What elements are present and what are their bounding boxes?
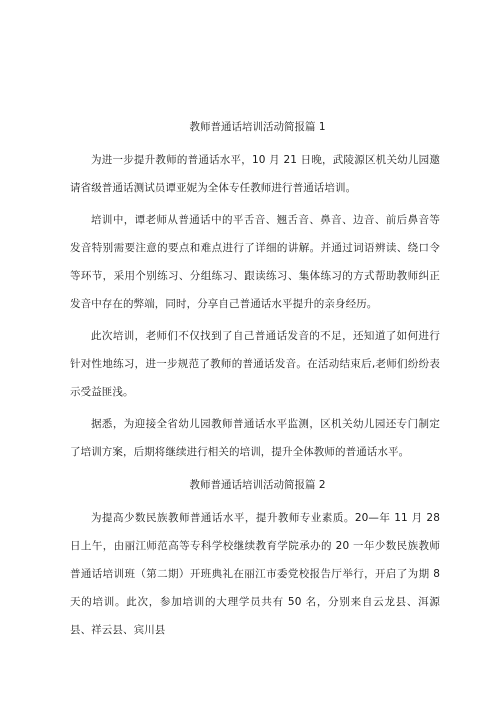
document-body: [70, 112, 440, 648]
section-1-paragraph-4: 据悉，为迎接全省幼儿园教师普通话水平监测，区机关幼儿园还专门制定了培训方案，后期将继续进行相关的培训，提升全体教师的普通话水平。: [70, 418, 440, 458]
section-1-title: 教师普通话培训活动简报篇 1: [189, 121, 326, 133]
section-1-paragraph-1: 为进一步提升教师的普通话水平，10 月 21 日晚，武陵源区机关幼儿园邀请省级普通话测试员谭亚妮为全体专任教师进行普通话培训。: [70, 154, 440, 194]
section-2-paragraph-1: 为提高少数民族教师普通话水平，提升教师专业素质。20—年 11 月 28 日上午，由丽江师范高等专科学校继续教育学院承办的 20 一年少数民族教师普通话培训班（第二期）开班典礼在丽江市委党校报告厅举行，开启了为期 8 天的培训。此次，参加培训的大理学员共有 50 名，分别来自云龙县、洱源县、祥云县、宾川县: [70, 512, 440, 636]
section-1-paragraph-3: 此次培训，老师们不仅找到了自己普通话发音的不足，还知道了如何进行针对性地练习，进一步规范了教师的普通话发音。在活动结束后,老师们纷纷表示受益匪浅。: [70, 330, 440, 398]
section-2-title: 教师普通话培训活动简报篇 2: [189, 479, 326, 491]
section-1-paragraph-2: 培训中，谭老师从普通话中的平舌音、翘舌音、鼻音、边音、前后鼻音等发音特别需要注意的要点和难点进行了详细的讲解。并通过词语辨读、绕口令等环节，采用个别练习、分组练习、跟读练习、集体练习的方式帮助教师纠正发音中存在的弊端，同时，分享自己普通话水平提升的亲身经历。: [70, 214, 440, 310]
